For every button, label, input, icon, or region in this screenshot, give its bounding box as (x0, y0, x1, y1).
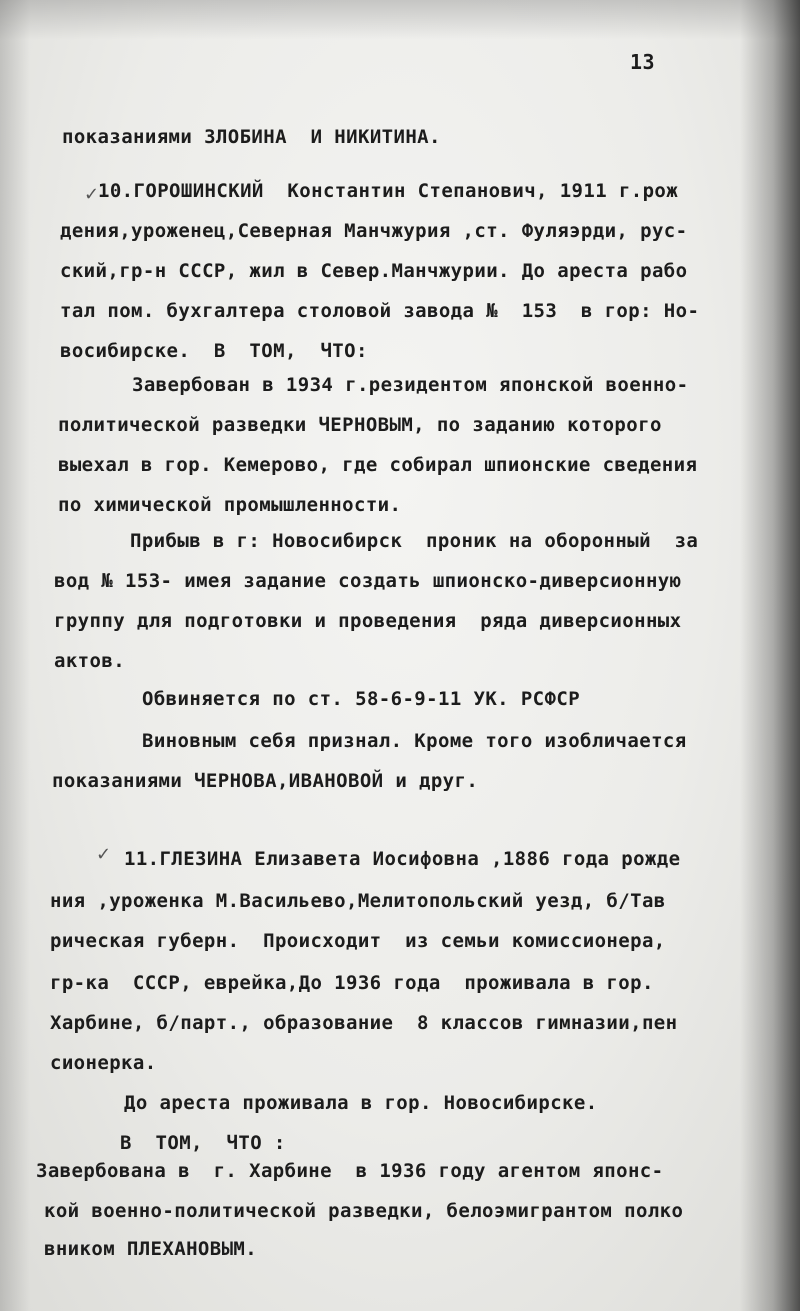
text-line: актов. (54, 650, 126, 672)
text-line: В ТОМ, ЧТО : (120, 1132, 286, 1154)
text-line: выехал в гор. Кемерово, где собирал шпионские сведения (58, 454, 698, 476)
scan-shadow-right (740, 0, 800, 1311)
text-line: Обвиняется по ст. 58-6-9-11 УК. РСФСР (142, 688, 581, 710)
text-line: рическая губерн. Происходит из семьи комиссионера, (50, 930, 666, 952)
text-line: группу для подготовки и проведения ряда диверсионных (54, 610, 682, 632)
scan-shadow-top (0, 0, 800, 40)
text-line: гр-ка СССР, еврейка,До 1936 года проживала в гор. (50, 972, 654, 994)
text-line: тал пом. бухгалтера столовой завода № 153 в гор: Но- (60, 300, 700, 322)
text-line: показаниями ЧЕРНОВА,ИВАНОВОЙ и друг. (52, 770, 479, 792)
checkmark-icon: ✓ (84, 184, 100, 205)
text-line: кой военно-политической разведки, белоэмигрантом полко (44, 1200, 684, 1222)
text-line: дения,уроженец,Северная Манчжурия ,ст. Фуляэрди, рус- (60, 220, 688, 242)
checkmark-icon: ✓ (96, 844, 112, 865)
text-line: Завербован в 1934 г.резидентом японской военно- (132, 374, 689, 396)
text-line: вод № 153- имея задание создать шпионско-диверсионную (54, 570, 682, 592)
text-line: ский,гр-н СССР, жил в Север.Манчжурии. До ареста рабо (60, 260, 688, 282)
text-line: Прибыв в г: Новосибирск проник на оборонный за (130, 530, 699, 552)
text-line: 11.ГЛЕЗИНА Елизавета Иосифовна ,1886 года рожде (124, 848, 681, 870)
text-line: До ареста проживала в гор. Новосибирске. (124, 1092, 598, 1114)
text-line: Виновным себя признал. Кроме того изобличается (142, 730, 687, 752)
text-line: 10.ГОРОШИНСКИЙ Константин Степанович, 1911 г.рож (98, 180, 679, 202)
text-line: восибирске. В ТОМ, ЧТО: (60, 340, 368, 362)
text-line: по химической промышленности. (58, 494, 402, 516)
text-line: сионерка. (50, 1052, 157, 1074)
scan-shadow-left (0, 0, 30, 1311)
text-line: вником ПЛЕХАНОВЫМ. (44, 1238, 258, 1260)
page-number: 13 (630, 50, 655, 74)
text-line: Завербована в г. Харбине в 1936 году агентом японс- (36, 1160, 664, 1182)
text-line: показаниями ЗЛОБИНА И НИКИТИНА. (62, 126, 441, 148)
text-line: Харбине, б/парт., образование 8 классов гимназии,пен (50, 1012, 678, 1034)
text-line: ния ,уроженка М.Васильево,Мелитопольский уезд, б/Тав (50, 890, 666, 912)
text-line: политической разведки ЧЕРНОВЫМ, по заданию которого (58, 414, 662, 436)
